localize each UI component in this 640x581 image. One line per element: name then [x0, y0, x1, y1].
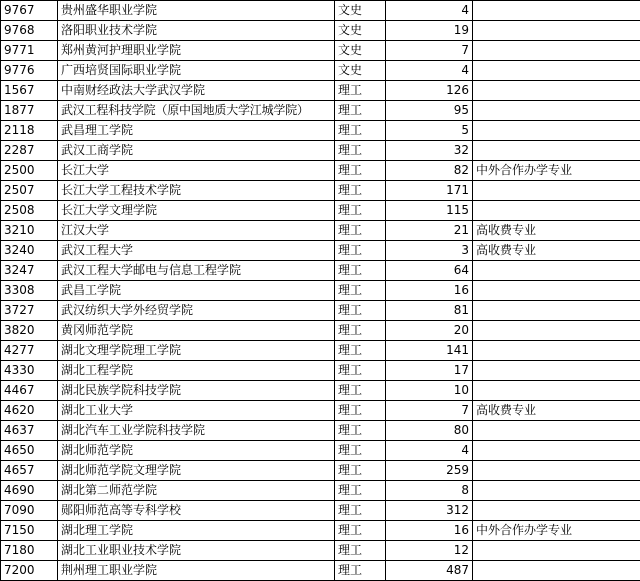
- cell-code: 4620: [1, 401, 58, 421]
- cell-code: 4330: [1, 361, 58, 381]
- table-row: [1, 141, 640, 161]
- cell-note: [473, 281, 640, 301]
- cell-school: 黄冈师范学院: [58, 321, 335, 341]
- table-body: [1, 1, 640, 581]
- cell-category: 理工: [335, 461, 386, 481]
- cell-category: 理工: [335, 281, 386, 301]
- cell-category: 理工: [335, 541, 386, 561]
- cell-school: 长江大学文理学院: [58, 201, 335, 221]
- cell-note: [473, 181, 640, 201]
- cell-category: 理工: [335, 421, 386, 441]
- cell-school: 湖北工业职业技术学院: [58, 541, 335, 561]
- cell-school: 武汉工程大学: [58, 241, 335, 261]
- table-row: [1, 341, 640, 361]
- cell-code: 4690: [1, 481, 58, 501]
- cell-plan: 19: [386, 21, 473, 41]
- cell-category: 理工: [335, 361, 386, 381]
- table-row: [1, 561, 640, 581]
- cell-category: 理工: [335, 381, 386, 401]
- cell-note: [473, 461, 640, 481]
- cell-code: 2500: [1, 161, 58, 181]
- cell-note: [473, 381, 640, 401]
- cell-school: 湖北第二师范学院: [58, 481, 335, 501]
- cell-plan: 12: [386, 541, 473, 561]
- table-row: [1, 121, 640, 141]
- cell-note: [473, 261, 640, 281]
- cell-school: 武昌理工学院: [58, 121, 335, 141]
- cell-note: 高收费专业: [473, 221, 640, 241]
- cell-school: 湖北民族学院科技学院: [58, 381, 335, 401]
- table-row: [1, 261, 640, 281]
- table-row: [1, 61, 640, 81]
- cell-school: 郑州黄河护理职业学院: [58, 41, 335, 61]
- cell-school: 湖北师范学院文理学院: [58, 461, 335, 481]
- cell-note: [473, 101, 640, 121]
- cell-category: 理工: [335, 301, 386, 321]
- cell-category: 文史: [335, 61, 386, 81]
- cell-category: 文史: [335, 21, 386, 41]
- cell-note: [473, 201, 640, 221]
- cell-code: 1567: [1, 81, 58, 101]
- cell-school: 湖北工程学院: [58, 361, 335, 381]
- cell-plan: 82: [386, 161, 473, 181]
- cell-school: 武汉工程大学邮电与信息工程学院: [58, 261, 335, 281]
- table-row: [1, 461, 640, 481]
- cell-plan: 8: [386, 481, 473, 501]
- cell-code: 9771: [1, 41, 58, 61]
- cell-code: 7150: [1, 521, 58, 541]
- table-row: [1, 41, 640, 61]
- table-row: [1, 401, 640, 421]
- cell-category: 理工: [335, 81, 386, 101]
- cell-category: 理工: [335, 121, 386, 141]
- table-row: [1, 81, 640, 101]
- cell-code: 4467: [1, 381, 58, 401]
- table-row: [1, 441, 640, 461]
- cell-note: [473, 341, 640, 361]
- cell-note: [473, 121, 640, 141]
- cell-note: [473, 481, 640, 501]
- cell-school: 武昌工学院: [58, 281, 335, 301]
- table-row: [1, 421, 640, 441]
- cell-note: [473, 141, 640, 161]
- cell-school: 湖北汽车工业学院科技学院: [58, 421, 335, 441]
- table-row: [1, 541, 640, 561]
- cell-school: 中南财经政法大学武汉学院: [58, 81, 335, 101]
- cell-plan: 21: [386, 221, 473, 241]
- cell-school: 荆州理工职业学院: [58, 561, 335, 581]
- table-row: [1, 281, 640, 301]
- cell-category: 理工: [335, 141, 386, 161]
- cell-plan: 16: [386, 281, 473, 301]
- cell-plan: 17: [386, 361, 473, 381]
- cell-note: [473, 61, 640, 81]
- cell-school: 洛阳职业技术学院: [58, 21, 335, 41]
- cell-category: 理工: [335, 441, 386, 461]
- table-row: [1, 321, 640, 341]
- cell-code: 9776: [1, 61, 58, 81]
- cell-plan: 4: [386, 1, 473, 21]
- cell-category: 理工: [335, 561, 386, 581]
- table-row: [1, 381, 640, 401]
- cell-code: 7200: [1, 561, 58, 581]
- table-row: [1, 221, 640, 241]
- cell-note: [473, 561, 640, 581]
- cell-plan: 141: [386, 341, 473, 361]
- table-row: [1, 201, 640, 221]
- table-row: [1, 521, 640, 541]
- table-row: [1, 161, 640, 181]
- cell-school: 湖北师范学院: [58, 441, 335, 461]
- cell-category: 理工: [335, 321, 386, 341]
- cell-school: 湖北文理学院理工学院: [58, 341, 335, 361]
- cell-school: 湖北理工学院: [58, 521, 335, 541]
- cell-category: 理工: [335, 501, 386, 521]
- cell-plan: 7: [386, 41, 473, 61]
- cell-note: [473, 81, 640, 101]
- cell-code: 9767: [1, 1, 58, 21]
- cell-code: 2118: [1, 121, 58, 141]
- cell-note: [473, 501, 640, 521]
- table-row: [1, 101, 640, 121]
- cell-plan: 20: [386, 321, 473, 341]
- cell-code: 3240: [1, 241, 58, 261]
- cell-code: 3727: [1, 301, 58, 321]
- cell-note: [473, 321, 640, 341]
- cell-plan: 171: [386, 181, 473, 201]
- cell-code: 4650: [1, 441, 58, 461]
- cell-category: 理工: [335, 161, 386, 181]
- cell-category: 理工: [335, 521, 386, 541]
- cell-category: 文史: [335, 41, 386, 61]
- cell-plan: 3: [386, 241, 473, 261]
- cell-category: 理工: [335, 181, 386, 201]
- cell-code: 2287: [1, 141, 58, 161]
- cell-code: 2507: [1, 181, 58, 201]
- cell-category: 理工: [335, 221, 386, 241]
- cell-category: 理工: [335, 401, 386, 421]
- table-row: [1, 501, 640, 521]
- cell-school: 长江大学工程技术学院: [58, 181, 335, 201]
- cell-category: 理工: [335, 261, 386, 281]
- cell-school: 郧阳师范高等专科学校: [58, 501, 335, 521]
- cell-plan: 115: [386, 201, 473, 221]
- cell-category: 理工: [335, 341, 386, 361]
- cell-note: 高收费专业: [473, 401, 640, 421]
- cell-plan: 81: [386, 301, 473, 321]
- table-row: [1, 301, 640, 321]
- table-row: [1, 361, 640, 381]
- cell-plan: 32: [386, 141, 473, 161]
- cell-category: 理工: [335, 201, 386, 221]
- table-row: [1, 241, 640, 261]
- cell-school: 长江大学: [58, 161, 335, 181]
- cell-code: 9768: [1, 21, 58, 41]
- table-row: [1, 21, 640, 41]
- cell-note: [473, 21, 640, 41]
- cell-school: 广西培贤国际职业学院: [58, 61, 335, 81]
- cell-plan: 10: [386, 381, 473, 401]
- cell-plan: 95: [386, 101, 473, 121]
- cell-code: 7090: [1, 501, 58, 521]
- cell-school: 武汉工商学院: [58, 141, 335, 161]
- cell-category: 理工: [335, 101, 386, 121]
- cell-plan: 4: [386, 441, 473, 461]
- cell-plan: 4: [386, 61, 473, 81]
- cell-note: [473, 361, 640, 381]
- cell-code: 3308: [1, 281, 58, 301]
- cell-code: 7180: [1, 541, 58, 561]
- cell-note: 中外合作办学专业: [473, 521, 640, 541]
- cell-note: 中外合作办学专业: [473, 161, 640, 181]
- cell-plan: 312: [386, 501, 473, 521]
- cell-school: 江汉大学: [58, 221, 335, 241]
- cell-category: 文史: [335, 1, 386, 21]
- cell-school: 贵州盛华职业学院: [58, 1, 335, 21]
- cell-plan: 64: [386, 261, 473, 281]
- cell-note: [473, 1, 640, 21]
- cell-plan: 16: [386, 521, 473, 541]
- cell-code: 3820: [1, 321, 58, 341]
- cell-code: 4277: [1, 341, 58, 361]
- cell-plan: 5: [386, 121, 473, 141]
- cell-category: 理工: [335, 241, 386, 261]
- cell-plan: 487: [386, 561, 473, 581]
- cell-note: [473, 441, 640, 461]
- cell-code: 4657: [1, 461, 58, 481]
- cell-note: 高收费专业: [473, 241, 640, 261]
- table-row: [1, 1, 640, 21]
- cell-plan: 259: [386, 461, 473, 481]
- cell-plan: 7: [386, 401, 473, 421]
- table-row: [1, 181, 640, 201]
- cell-school: 武汉纺织大学外经贸学院: [58, 301, 335, 321]
- cell-note: [473, 41, 640, 61]
- cell-note: [473, 541, 640, 561]
- cell-category: 理工: [335, 481, 386, 501]
- cell-note: [473, 301, 640, 321]
- cell-plan: 80: [386, 421, 473, 441]
- cell-code: 2508: [1, 201, 58, 221]
- cell-code: 1877: [1, 101, 58, 121]
- cell-code: 3247: [1, 261, 58, 281]
- cell-school: 武汉工程科技学院（原中国地质大学江城学院）: [58, 101, 335, 121]
- cell-note: [473, 421, 640, 441]
- cell-code: 3210: [1, 221, 58, 241]
- cell-code: 4637: [1, 421, 58, 441]
- cell-plan: 126: [386, 81, 473, 101]
- table-row: [1, 481, 640, 501]
- cell-school: 湖北工业大学: [58, 401, 335, 421]
